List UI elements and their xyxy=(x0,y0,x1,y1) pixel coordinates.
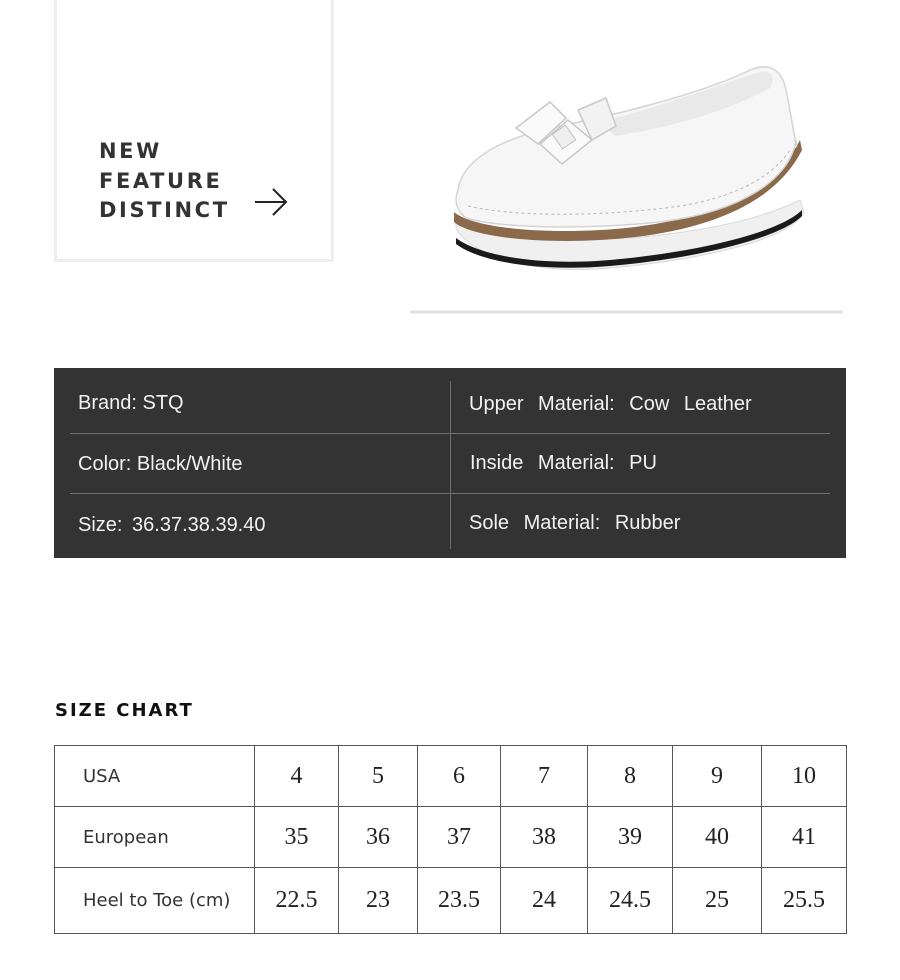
spec-sole-material: Sole Material: Rubber xyxy=(469,512,681,534)
table-cell: 40 xyxy=(673,807,762,868)
size-chart-title: SIZE CHART xyxy=(55,700,194,721)
spec-size xyxy=(78,514,266,537)
spec-size-values: 36.37.38.39.40 xyxy=(132,514,266,536)
table-cell: 35 xyxy=(255,807,339,868)
table-row-heel-to-toe xyxy=(55,868,847,934)
table-cell: 7 xyxy=(501,746,588,807)
table-cell: 37 xyxy=(418,807,501,868)
feature-box[interactable] xyxy=(54,0,334,262)
spec-divider-1 xyxy=(70,433,830,434)
table-cell: 23 xyxy=(339,868,418,934)
table-cell: 23.5 xyxy=(418,868,501,934)
table-cell: 9 xyxy=(673,746,762,807)
table-cell: 24 xyxy=(501,868,588,934)
table-cell: 39 xyxy=(588,807,673,868)
table-cell: 4 xyxy=(255,746,339,807)
spec-inside-material: Inside Material: PU xyxy=(470,452,657,474)
row-label: European xyxy=(55,807,255,868)
spec-divider-vertical xyxy=(450,381,451,549)
table-row-usa xyxy=(55,746,847,807)
feature-line-feature: FEATURE xyxy=(99,168,223,193)
spec-divider-2 xyxy=(70,493,830,494)
row-label: USA xyxy=(55,746,255,807)
spec-color: Color: Black/White xyxy=(78,453,243,475)
table-cell: 36 xyxy=(339,807,418,868)
table-cell: 24.5 xyxy=(588,868,673,934)
spec-brand: Brand: STQ xyxy=(78,392,184,414)
arrow-right-icon[interactable] xyxy=(253,187,289,217)
feature-heading xyxy=(99,137,230,226)
size-chart-table xyxy=(54,745,847,934)
row-label: Heel to Toe (cm) xyxy=(55,868,255,934)
feature-line-new: NEW xyxy=(99,139,162,163)
table-cell: 25.5 xyxy=(762,868,847,934)
table-cell: 22.5 xyxy=(255,868,339,934)
spec-upper-material: Upper Material: Cow Leather xyxy=(469,393,752,415)
table-cell: 25 xyxy=(673,868,762,934)
spec-size-label: Size: xyxy=(78,514,123,536)
table-cell: 6 xyxy=(418,746,501,807)
feature-line-distinct: DISTINCT xyxy=(99,198,230,222)
product-photo xyxy=(410,40,844,335)
table-cell: 5 xyxy=(339,746,418,807)
table-cell: 41 xyxy=(762,807,847,868)
specifications-panel xyxy=(54,368,846,558)
table-cell: 8 xyxy=(588,746,673,807)
table-row-european xyxy=(55,807,847,868)
table-cell: 38 xyxy=(501,807,588,868)
table-cell: 10 xyxy=(762,746,847,807)
